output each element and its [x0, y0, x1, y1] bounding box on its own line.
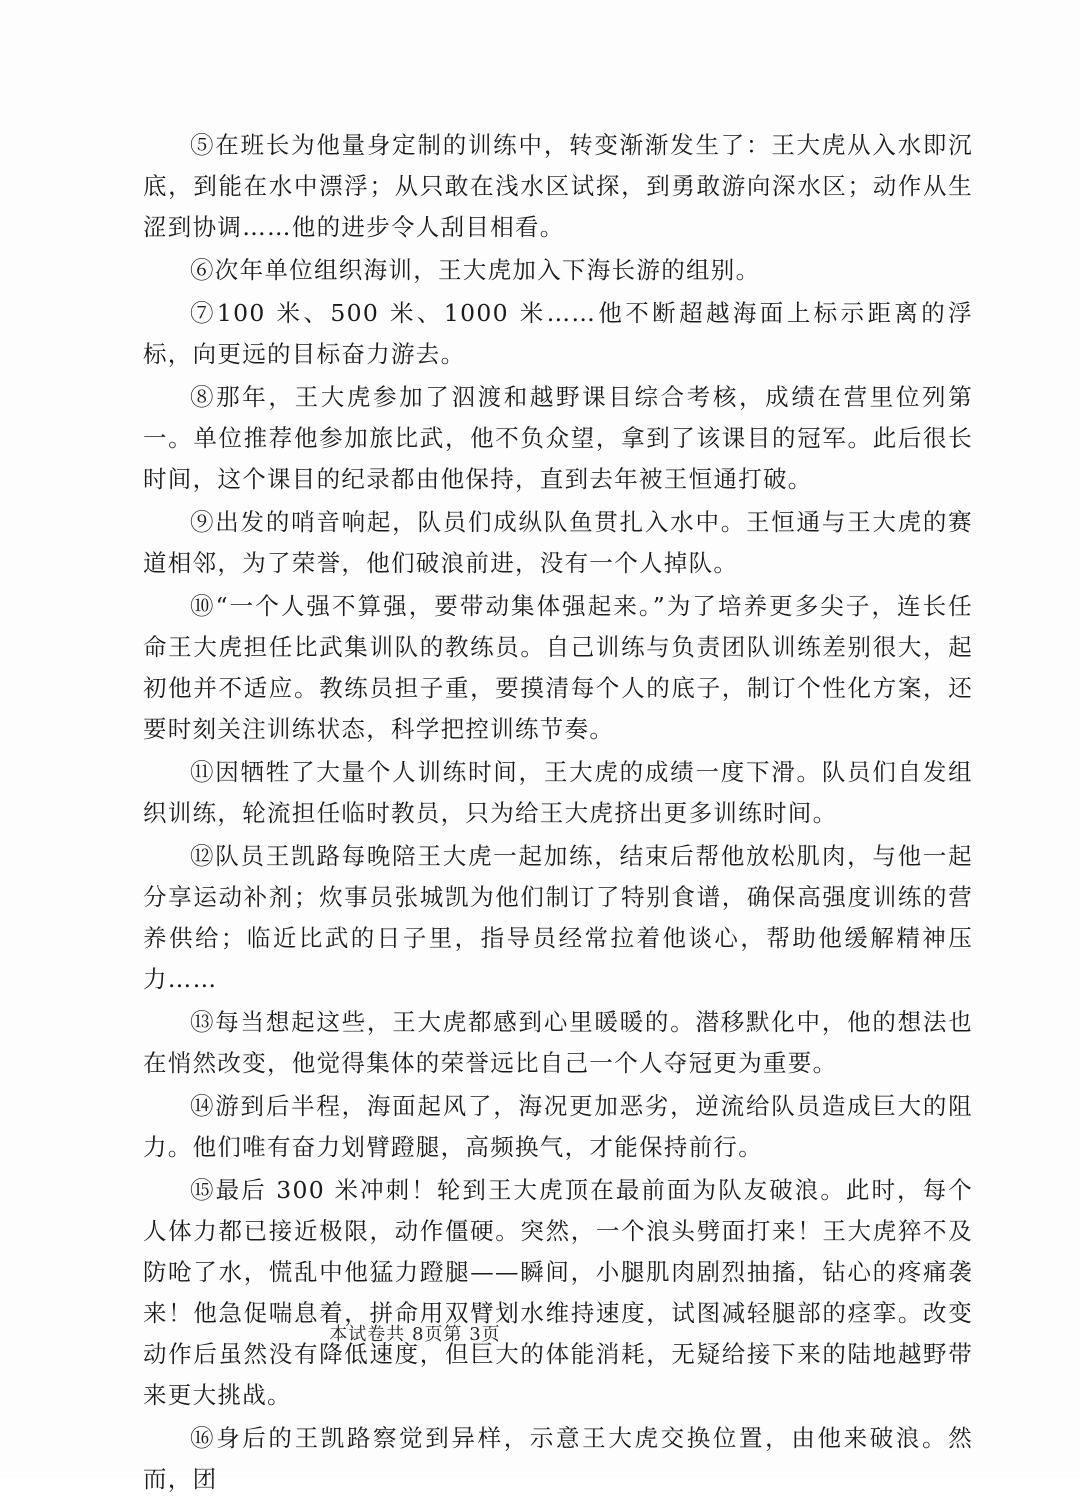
paragraph-10: ⑩“一个人强不算强，要带动集体强起来。”为了培养更多尖子，连长任命王大虎担任比武集训队的教练员。自己训练与负责团队训练差别很大，起初他并不适应。教练员担子重，要摸清每个人的底子，制订个性化方案，还要时刻关注训练状态，科学把控训练节奏。 — [143, 592, 973, 743]
paragraph-11: ⑪因牺牲了大量个人训练时间，王大虎的成绩一度下滑。队员们自发组织训练，轮流担任临时教员，只为给王大虎挤出更多训练时间。 — [143, 758, 973, 827]
paragraph-8: ⑧那年，王大虎参加了泅渡和越野课目综合考核，成绩在营里位列第一。单位推荐他参加旅比武，他不负众望，拿到了该课目的冠军。此后很长时间，这个课目的纪录都由他保持，直到去年被王恒通打破。 — [143, 383, 973, 493]
page-footer: 本试卷共 8页第 3页 — [329, 1324, 501, 1345]
paragraph-6: ⑥次年单位组织海训，王大虎加入下海长游的组别。 — [190, 256, 761, 284]
paragraph-7: ⑦100 米、500 米、1000 米……他不断超越海面上标示距离的浮标，向更远的目标奋力游去。 — [143, 299, 973, 368]
paragraph-5: ⑤在班长为他量身定制的训练中，转变渐渐发生了：王大虎从入水即沉底，到能在水中漂浮；从只敢在浅水区试探，到勇敢游向深水区；动作从生涩到协调……他的进步令人刮目相看。 — [143, 131, 973, 241]
paragraph-12: ⑫队员王凯路每晚陪王大虎一起加练，结束后帮他放松肌肉，与他一起分享运动补剂；炊事员张城凯为他们制订了特别食谱，确保高强度训练的营养供给；临近比武的日子里，指导员经常拉着他谈心，帮助他缓解精神压力…… — [143, 842, 973, 993]
paragraph-14: ⑭游到后半程，海面起风了，海况更加恶劣，逆流给队员造成巨大的阻力。他们唯有奋力划臂蹬腿，高频换气，才能保持前行。 — [143, 1092, 973, 1161]
paragraph-9: ⑨出发的哨音响起，队员们成纵队鱼贯扎入水中。王恒通与王大虎的赛道相邻，为了荣誉，他们破浪前进，没有一个人掉队。 — [143, 508, 973, 577]
paragraph-15: ⑮最后 300 米冲刺！轮到王大虎顶在最前面为队友破浪。此时，每个人体力都已接近极限，动作僵硬。突然，一个浪头劈面打来！王大虎猝不及防呛了水，慌乱中他猛力蹬腿——瞬间，小腿肌肉剧烈抽搐，钻心的疼痛袭来！他急促喘息着，拼命用双臂划水维持速度，试图减轻腿部的痉挛。改变动作后虽然没有降低速度，但巨大的体能消耗，无疑给接下来的陆地越野带来更大挑战。 — [143, 1176, 973, 1409]
article-body — [143, 125, 973, 1502]
paragraph-13: ⑬每当想起这些，王大虎都感到心里暖暖的。潜移默化中，他的想法也在悄然改变，他觉得集体的荣誉远比自己一个人夺冠更为重要。 — [143, 1008, 973, 1077]
paragraph-16: ⑯身后的王凯路察觉到异样，示意王大虎交换位置，由他来破浪。然而，团 — [143, 1424, 973, 1493]
